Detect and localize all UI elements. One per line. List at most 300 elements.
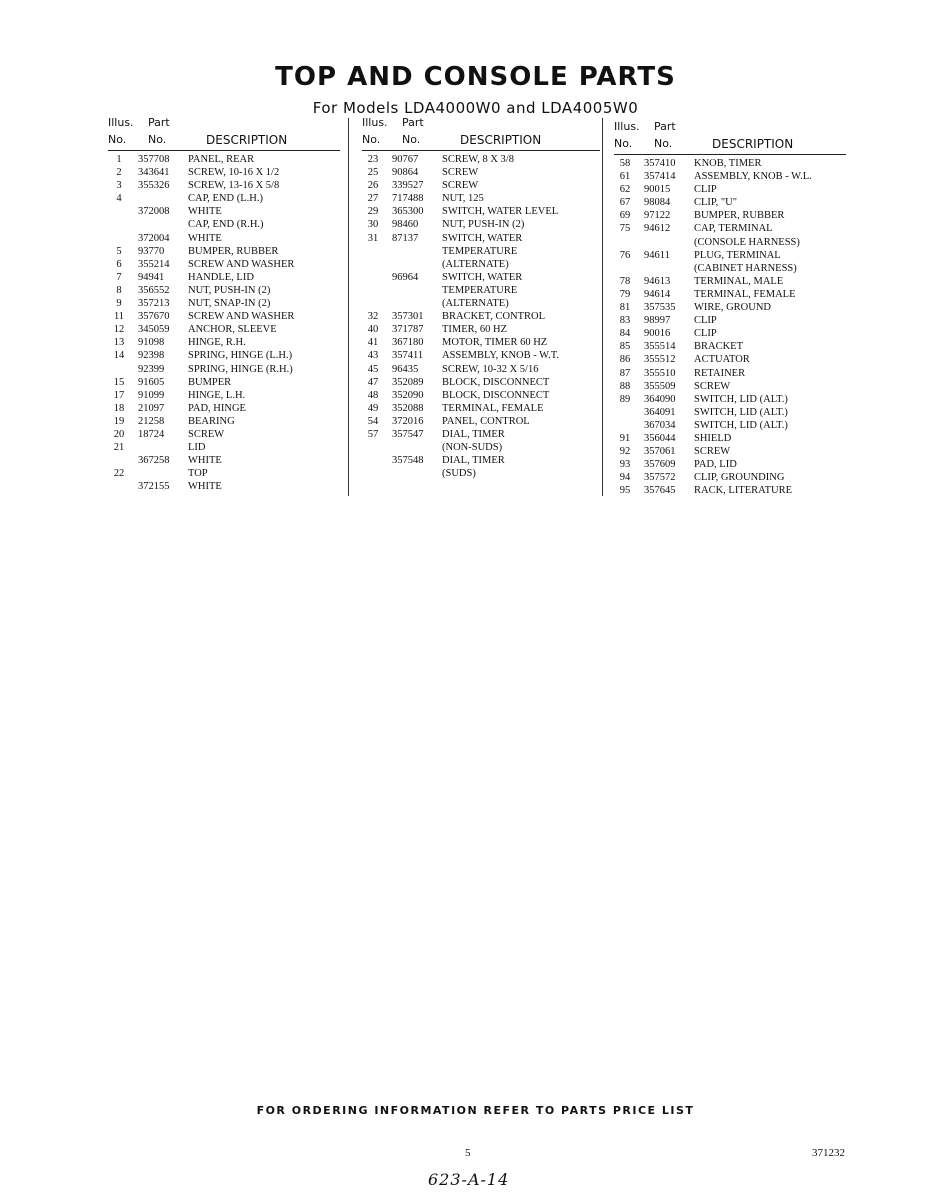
part-description: SCREW — [694, 446, 731, 458]
part-number: 357670 — [138, 311, 170, 323]
illus-number: 48 — [367, 389, 379, 401]
part-number: 356044 — [644, 432, 676, 444]
part-number: 87137 — [392, 232, 419, 244]
part-description: MOTOR, TIMER 60 HZ — [442, 337, 548, 349]
part-description: PANEL, REAR — [188, 154, 255, 165]
part-description: HINGE, R.H. — [188, 337, 246, 349]
part-number: 98460 — [392, 219, 419, 231]
part-description: SCREW — [188, 428, 225, 440]
table-row — [362, 467, 600, 480]
part-number: 357548 — [392, 455, 424, 467]
table-row — [362, 376, 600, 389]
illus-number: 20 — [113, 428, 125, 440]
table-row — [362, 441, 600, 454]
part-description: BRACKET, CONTROL — [442, 311, 546, 323]
part-number: 92399 — [138, 363, 165, 375]
part-number: 357535 — [644, 302, 676, 314]
table-row — [108, 218, 340, 231]
table-row — [362, 258, 600, 271]
illus-number: 40 — [367, 324, 379, 336]
part-description: NUT, PUSH-IN (2) — [442, 219, 525, 231]
part-description: PAD, LID — [694, 459, 737, 471]
table-row — [614, 301, 846, 314]
part-number: 355514 — [644, 341, 676, 353]
illus-number: 76 — [619, 249, 631, 261]
table-row — [362, 218, 600, 231]
illus-number: 11 — [113, 311, 125, 323]
table-row — [614, 419, 846, 432]
parts-rows — [614, 157, 846, 497]
part-number: 717488 — [392, 193, 424, 205]
column-header — [362, 116, 600, 150]
table-row — [362, 192, 600, 205]
table-row — [108, 258, 340, 271]
part-number: 357572 — [644, 472, 676, 484]
column-header — [614, 120, 846, 154]
part-description: CAP, END (L.H.) — [188, 193, 263, 205]
part-description: HINGE, L.H. — [188, 389, 246, 401]
part-description: SCREW — [694, 380, 731, 392]
part-number: 92398 — [138, 350, 165, 362]
part-description: CLIP — [694, 315, 717, 327]
part-description: CLIP — [694, 328, 717, 340]
page-number: 5 — [465, 1147, 471, 1159]
illus-number: 88 — [619, 380, 631, 392]
part-description: SWITCH, WATER — [442, 232, 523, 244]
table-row — [108, 454, 340, 467]
illus-number: 86 — [619, 354, 631, 366]
part-number: 357708 — [138, 154, 170, 165]
table-row — [614, 380, 846, 393]
illus-number: 54 — [367, 415, 379, 427]
table-row — [108, 323, 340, 336]
part-description: (ALTERNATE) — [442, 258, 509, 270]
table-row — [614, 275, 846, 288]
part-number: 372004 — [138, 232, 170, 244]
illus-number: 17 — [113, 389, 125, 401]
part-description: (CABINET HARNESS) — [694, 262, 797, 274]
table-row — [614, 183, 846, 196]
part-number: 94613 — [644, 275, 671, 287]
part-number: 91099 — [138, 389, 165, 401]
illus-number: 27 — [367, 193, 379, 205]
illus-number: 1 — [116, 154, 122, 165]
part-number: 21258 — [138, 415, 165, 427]
part-number: 357411 — [392, 350, 424, 362]
table-row — [108, 363, 340, 376]
part-number: 352090 — [392, 389, 424, 401]
part-description: BLOCK, DISCONNECT — [442, 389, 550, 401]
illus-number: 92 — [619, 446, 631, 458]
illus-number: 79 — [619, 288, 631, 300]
illus-number: 87 — [619, 367, 631, 379]
table-row — [108, 245, 340, 258]
table-row — [108, 428, 340, 441]
table-row — [362, 415, 600, 428]
part-description: BUMPER — [188, 376, 232, 388]
table-row — [108, 179, 340, 192]
part-number: 355510 — [644, 367, 676, 379]
part-number: 372155 — [138, 481, 170, 493]
part-number: 90864 — [392, 167, 419, 179]
part-description: SCREW, 8 X 3/8 — [442, 154, 514, 165]
table-row — [108, 402, 340, 415]
part-number: 357213 — [138, 298, 170, 310]
part-description: ASSEMBLY, KNOB - W.L. — [694, 171, 812, 183]
illus-number: 21 — [113, 442, 125, 454]
illus-number: 81 — [619, 302, 631, 314]
header-illus: Illus. — [362, 116, 388, 129]
page-subtitle: For Models LDA4000W0 and LDA4005W0 — [312, 99, 639, 117]
part-description: TIMER, 60 HZ — [442, 324, 508, 336]
illus-number: 94 — [619, 472, 631, 484]
part-description: RETAINER — [694, 367, 746, 379]
header-part: Part — [654, 120, 676, 133]
illus-number: 26 — [367, 180, 379, 192]
table-row — [614, 222, 846, 235]
illus-number: 30 — [367, 219, 379, 231]
table-row — [614, 458, 846, 471]
table-row — [108, 271, 340, 284]
table-row — [108, 480, 340, 493]
part-number: 343641 — [138, 167, 170, 179]
part-description: ACTUATOR — [694, 354, 750, 366]
illus-number: 23 — [367, 154, 379, 165]
part-description: CLIP, "U" — [694, 197, 737, 209]
illus-number: 47 — [367, 376, 379, 388]
part-description: SWITCH, LID (ALT.) — [694, 406, 788, 418]
illus-number: 29 — [367, 206, 379, 218]
part-number: 352088 — [392, 402, 424, 414]
illus-number: 45 — [367, 363, 379, 375]
illus-number: 31 — [367, 232, 379, 244]
part-number: 90016 — [644, 328, 671, 340]
parts-rows — [362, 153, 600, 480]
parts-rows — [108, 153, 340, 493]
part-description: NUT, 125 — [442, 193, 484, 205]
table-row — [362, 310, 600, 323]
part-description: CAP, END (R.H.) — [188, 219, 264, 231]
header-part: Part — [148, 116, 170, 129]
table-row — [362, 454, 600, 467]
table-row — [614, 484, 846, 497]
illus-number: 3 — [116, 180, 122, 192]
part-description: WIRE, GROUND — [694, 302, 771, 314]
table-row — [614, 196, 846, 209]
part-description: SCREW, 10-16 X 1/2 — [188, 167, 280, 179]
part-description: SCREW AND WASHER — [188, 311, 295, 323]
part-description: ANCHOR, SLEEVE — [188, 324, 277, 336]
part-number: 356552 — [138, 284, 170, 296]
part-number: 94611 — [644, 249, 670, 261]
part-number: 98997 — [644, 315, 671, 327]
table-row — [362, 205, 600, 218]
part-description: (CONSOLE HARNESS) — [694, 236, 800, 248]
illus-number: 57 — [367, 428, 379, 440]
table-row — [108, 153, 340, 166]
illus-number: 9 — [116, 298, 122, 310]
part-number: 355214 — [138, 258, 170, 270]
illus-number: 78 — [619, 275, 631, 287]
header-illus-no: No. — [108, 133, 127, 146]
part-number: 339527 — [392, 180, 424, 192]
table-row — [614, 393, 846, 406]
illus-number: 85 — [619, 341, 631, 353]
part-number: 96435 — [392, 363, 419, 375]
table-row — [614, 170, 846, 183]
illus-number: 84 — [619, 328, 631, 340]
illus-number: 13 — [113, 337, 125, 349]
part-number: 357609 — [644, 459, 676, 471]
part-description: CLIP — [694, 184, 717, 196]
handwritten-note: 623-A-14 — [428, 1170, 510, 1189]
ordering-note: FOR ORDERING INFORMATION REFER TO PARTS PRICE LIST — [256, 1104, 695, 1117]
illus-number: 61 — [619, 171, 631, 183]
table-row — [614, 209, 846, 222]
part-number: 96964 — [392, 271, 419, 283]
illus-number: 12 — [113, 324, 125, 336]
part-description: (ALTERNATE) — [442, 298, 509, 310]
illus-number: 32 — [367, 311, 379, 323]
header-description: DESCRIPTION — [460, 133, 542, 147]
table-row — [614, 288, 846, 301]
part-description: SHIELD — [694, 432, 732, 444]
table-row — [362, 297, 600, 310]
table-row — [108, 467, 340, 480]
part-number: 357061 — [644, 446, 676, 458]
table-row — [614, 471, 846, 484]
part-description: SCREW — [442, 167, 479, 179]
illus-number: 95 — [619, 485, 631, 497]
illus-number: 75 — [619, 223, 631, 235]
part-description: SWITCH, LID (ALT.) — [694, 393, 788, 405]
part-description: WHITE — [188, 481, 222, 493]
table-row — [614, 314, 846, 327]
part-description: LID — [188, 442, 206, 454]
table-row — [108, 205, 340, 218]
table-row — [362, 428, 600, 441]
table-row — [614, 327, 846, 340]
part-description: KNOB, TIMER — [694, 158, 762, 169]
header-description: DESCRIPTION — [712, 137, 794, 151]
table-row — [362, 166, 600, 179]
illus-number: 93 — [619, 459, 631, 471]
table-row — [362, 153, 600, 166]
part-description: SWITCH, LID (ALT.) — [694, 419, 788, 431]
table-row — [614, 445, 846, 458]
header-illus-no: No. — [614, 137, 633, 150]
table-row — [362, 284, 600, 297]
part-description: TEMPERATURE — [442, 245, 518, 257]
part-description: BRACKET — [694, 341, 744, 353]
table-row — [108, 284, 340, 297]
table-row — [108, 166, 340, 179]
illus-number: 91 — [619, 432, 631, 444]
part-description: PLUG, TERMINAL — [694, 249, 781, 261]
part-number: 352089 — [392, 376, 424, 388]
part-number: 357547 — [392, 428, 424, 440]
table-row — [614, 367, 846, 380]
table-row — [108, 310, 340, 323]
illus-number: 49 — [367, 402, 379, 414]
part-description: SCREW, 13-16 X 5/8 — [188, 180, 280, 192]
part-description: RACK, LITERATURE — [694, 485, 792, 497]
table-row — [614, 432, 846, 445]
table-row — [614, 157, 846, 170]
header-illus: Illus. — [614, 120, 640, 133]
part-number: 372008 — [138, 206, 170, 218]
part-number: 90767 — [392, 154, 419, 165]
table-row — [108, 441, 340, 454]
part-number: 91605 — [138, 376, 165, 388]
part-description: TERMINAL, MALE — [694, 275, 784, 287]
illus-number: 89 — [619, 393, 631, 405]
part-number: 372016 — [392, 415, 424, 427]
part-description: BLOCK, DISCONNECT — [442, 376, 550, 388]
part-description: SPRING, HINGE (L.H.) — [188, 350, 293, 362]
illus-number: 22 — [113, 468, 125, 480]
table-row — [108, 192, 340, 205]
header-part-no: No. — [402, 133, 421, 146]
table-row — [108, 232, 340, 245]
part-number: 94614 — [644, 288, 671, 300]
illus-number: 2 — [116, 167, 122, 179]
table-row — [614, 262, 846, 275]
part-number: 98084 — [644, 197, 671, 209]
table-row — [362, 245, 600, 258]
part-description: BUMPER, RUBBER — [694, 210, 785, 222]
table-row — [362, 232, 600, 245]
parts-column-2 — [362, 116, 600, 480]
table-row — [362, 389, 600, 402]
illus-number: 5 — [116, 245, 122, 257]
table-row — [614, 340, 846, 353]
part-description: WHITE — [188, 206, 222, 218]
part-description: WHITE — [188, 232, 222, 244]
part-number: 367180 — [392, 337, 424, 349]
part-description: DIAL, TIMER — [442, 428, 505, 440]
part-number: 90015 — [644, 184, 671, 196]
document-number: 371232 — [812, 1147, 845, 1159]
part-number: 357410 — [644, 158, 676, 169]
part-number: 91098 — [138, 337, 165, 349]
part-number: 97122 — [644, 210, 671, 222]
part-description: SCREW — [442, 180, 479, 192]
part-description: TEMPERATURE — [442, 284, 518, 296]
table-row — [108, 349, 340, 362]
part-number: 21097 — [138, 402, 165, 414]
illus-number: 69 — [619, 210, 631, 222]
part-description: SWITCH, WATER — [442, 271, 523, 283]
table-row — [614, 249, 846, 262]
part-description: DIAL, TIMER — [442, 455, 505, 467]
table-row — [108, 376, 340, 389]
table-row — [614, 406, 846, 419]
table-row — [362, 179, 600, 192]
column-divider — [348, 118, 349, 496]
part-description: ASSEMBLY, KNOB - W.T. — [442, 350, 559, 362]
header-part-no: No. — [148, 133, 167, 146]
part-number: 367034 — [644, 419, 676, 431]
table-row — [108, 336, 340, 349]
part-number: 18724 — [138, 428, 165, 440]
part-number: 357301 — [392, 311, 424, 323]
parts-column-1 — [108, 116, 340, 493]
part-description: SCREW AND WASHER — [188, 258, 295, 270]
part-description: CLIP, GROUNDING — [694, 472, 785, 484]
header-illus: Illus. — [108, 116, 134, 129]
part-number: 371787 — [392, 324, 424, 336]
table-row — [362, 349, 600, 362]
illus-number: 25 — [367, 167, 379, 179]
part-description: TERMINAL, FEMALE — [442, 402, 544, 414]
part-number: 355509 — [644, 380, 676, 392]
part-number: 357645 — [644, 485, 676, 497]
illus-number: 58 — [619, 158, 631, 169]
illus-number: 15 — [113, 376, 125, 388]
illus-number: 19 — [113, 415, 125, 427]
part-description: (SUDS) — [442, 468, 476, 480]
part-number: 357414 — [644, 171, 676, 183]
header-part-no: No. — [654, 137, 673, 150]
part-description: (NON-SUDS) — [442, 442, 503, 454]
part-description: BEARING — [188, 415, 235, 427]
part-number: 94941 — [138, 271, 165, 283]
header-illus-no: No. — [362, 133, 381, 146]
part-description: WHITE — [188, 455, 222, 467]
table-row — [614, 236, 846, 249]
table-row — [362, 402, 600, 415]
illus-number: 67 — [619, 197, 631, 209]
part-number: 355512 — [644, 354, 676, 366]
column-divider — [602, 118, 603, 496]
part-number: 345059 — [138, 324, 170, 336]
table-row — [362, 336, 600, 349]
header-description: DESCRIPTION — [206, 133, 288, 147]
illus-number: 43 — [367, 350, 379, 362]
part-description: CAP, TERMINAL — [694, 223, 773, 235]
illus-number: 8 — [116, 284, 122, 296]
part-description: SPRING, HINGE (R.H.) — [188, 363, 293, 375]
part-description: NUT, SNAP-IN (2) — [188, 298, 271, 310]
table-row — [362, 363, 600, 376]
part-description: PANEL, CONTROL — [442, 415, 530, 427]
part-description: NUT, PUSH-IN (2) — [188, 284, 271, 296]
part-number: 367258 — [138, 455, 170, 467]
illus-number: 4 — [116, 193, 122, 205]
part-number: 355326 — [138, 180, 170, 192]
page-title: TOP AND CONSOLE PARTS — [275, 62, 676, 92]
part-description: PAD, HINGE — [188, 402, 246, 414]
part-number: 365300 — [392, 206, 424, 218]
part-description: TERMINAL, FEMALE — [694, 288, 796, 300]
part-description: HANDLE, LID — [188, 271, 254, 283]
part-description: TOP — [188, 468, 208, 480]
table-row — [108, 415, 340, 428]
illus-number: 41 — [367, 337, 379, 349]
illus-number: 18 — [113, 402, 125, 414]
part-description: BUMPER, RUBBER — [188, 245, 279, 257]
part-number: 364091 — [644, 406, 676, 418]
column-header — [108, 116, 340, 150]
part-description: SCREW, 10-32 X 5/16 — [442, 363, 539, 375]
illus-number: 7 — [116, 271, 122, 283]
illus-number: 6 — [116, 258, 122, 270]
parts-column-3 — [614, 120, 846, 497]
table-row — [614, 353, 846, 366]
part-description: SWITCH, WATER LEVEL — [442, 206, 559, 218]
part-number: 364090 — [644, 393, 676, 405]
